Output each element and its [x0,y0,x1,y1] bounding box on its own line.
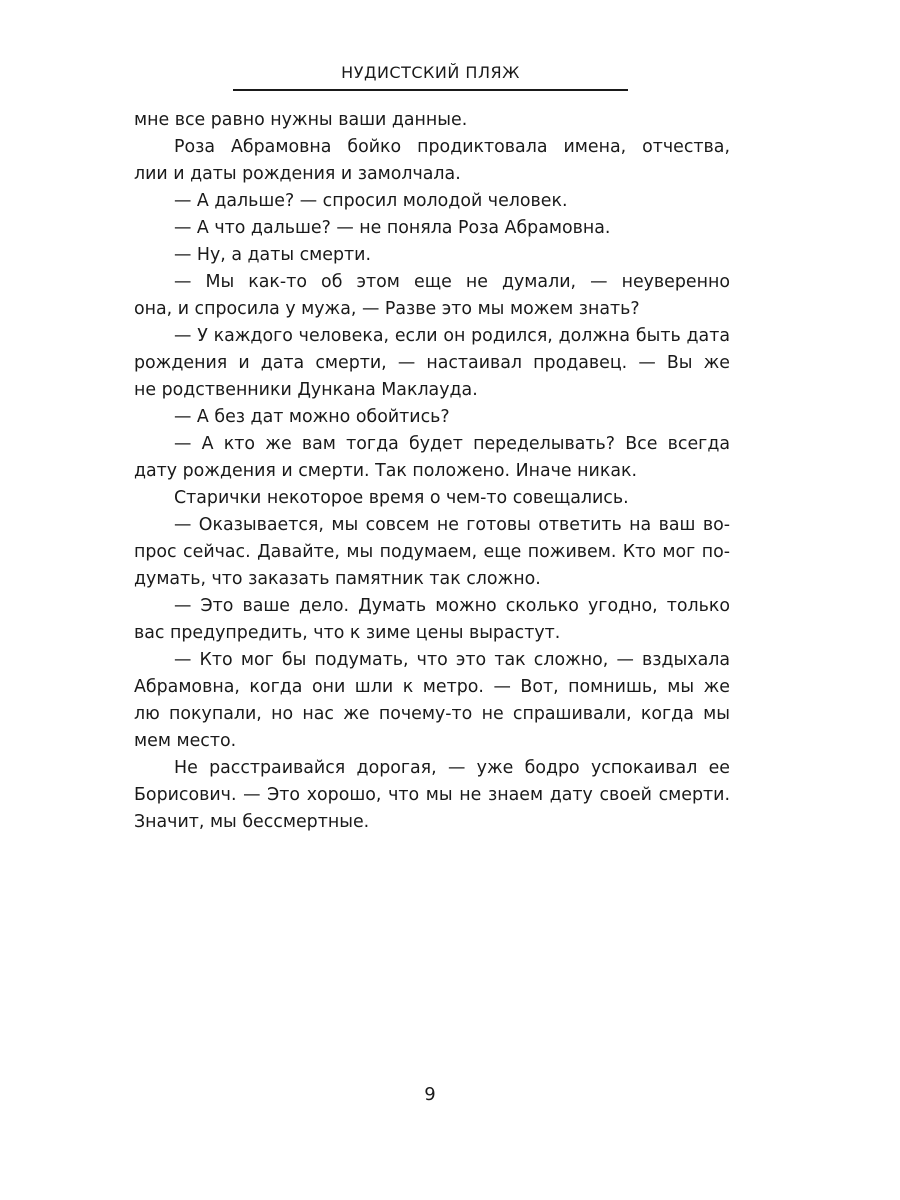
text-line: Не расстраивайся дорогая, — уже бодро успокаивал ее [174,758,730,778]
text-line: лии и даты рождения и замолчала. [134,164,461,184]
page-number: 9 [424,1084,436,1105]
text-line: — У каждого человека, если он родился, должна быть дата [174,326,730,346]
text-line: прос сейчас. Давайте, мы подумаем, еще поживем. Кто мог по- [134,542,730,562]
text-line: — Мы как-то об этом еще не думали, — неуверенно [174,272,730,292]
text-line: — А дальше? — спросил молодой человек. [174,191,568,211]
text-line: Борисович. — Это хорошо, что мы не знаем дату своей смерти. [134,785,730,805]
text-line: Роза Абрамовна бойко продиктовала имена, отчества, [174,137,730,157]
text-line: — А без дат можно обойтись? [174,407,450,427]
text-line: она, и спросила у мужа, — Разве это мы можем знать? [134,299,640,319]
text-line: — Ну, а даты смерти. [174,245,371,265]
text-line: мне все равно нужны ваши данные. [134,110,468,130]
text-line: не родственники Дункана Маклауда. [134,380,478,400]
text-line: думать, что заказать памятник так сложно. [134,569,541,589]
running-head: НУДИСТСКИЙ ПЛЯЖ [341,63,520,82]
text-line: — А кто же вам тогда будет переделывать? Все всегда [174,434,730,454]
text-line: Старички некоторое время о чем-то совещались. [174,488,629,508]
text-line: вас предупредить, что к зиме цены вырастут. [134,623,561,643]
text-line: рождения и дата смерти, — настаивал продавец. — Вы же [134,353,730,373]
text-line: — Кто мог бы подумать, что это так сложно, — вздыхала [174,650,730,670]
text-line: — Оказывается, мы совсем не готовы ответить на ваш во- [174,515,730,535]
text-body [134,107,730,836]
text-line: лю покупали, но нас же почему-то не спрашивали, когда мы [134,704,730,724]
text-line: — Это ваше дело. Думать можно сколько угодно, только [174,596,730,616]
text-line: — А что дальше? — не поняла Роза Абрамовна. [174,218,611,238]
text-line: мем место. [134,731,237,751]
text-line: Абрамовна, когда они шли к метро. — Вот, помнишь, мы же [134,677,730,697]
text-line: Значит, мы бессмертные. [134,812,370,832]
text-line: дату рождения и смерти. Так положено. Иначе никак. [134,461,638,481]
header-rule [233,89,628,91]
